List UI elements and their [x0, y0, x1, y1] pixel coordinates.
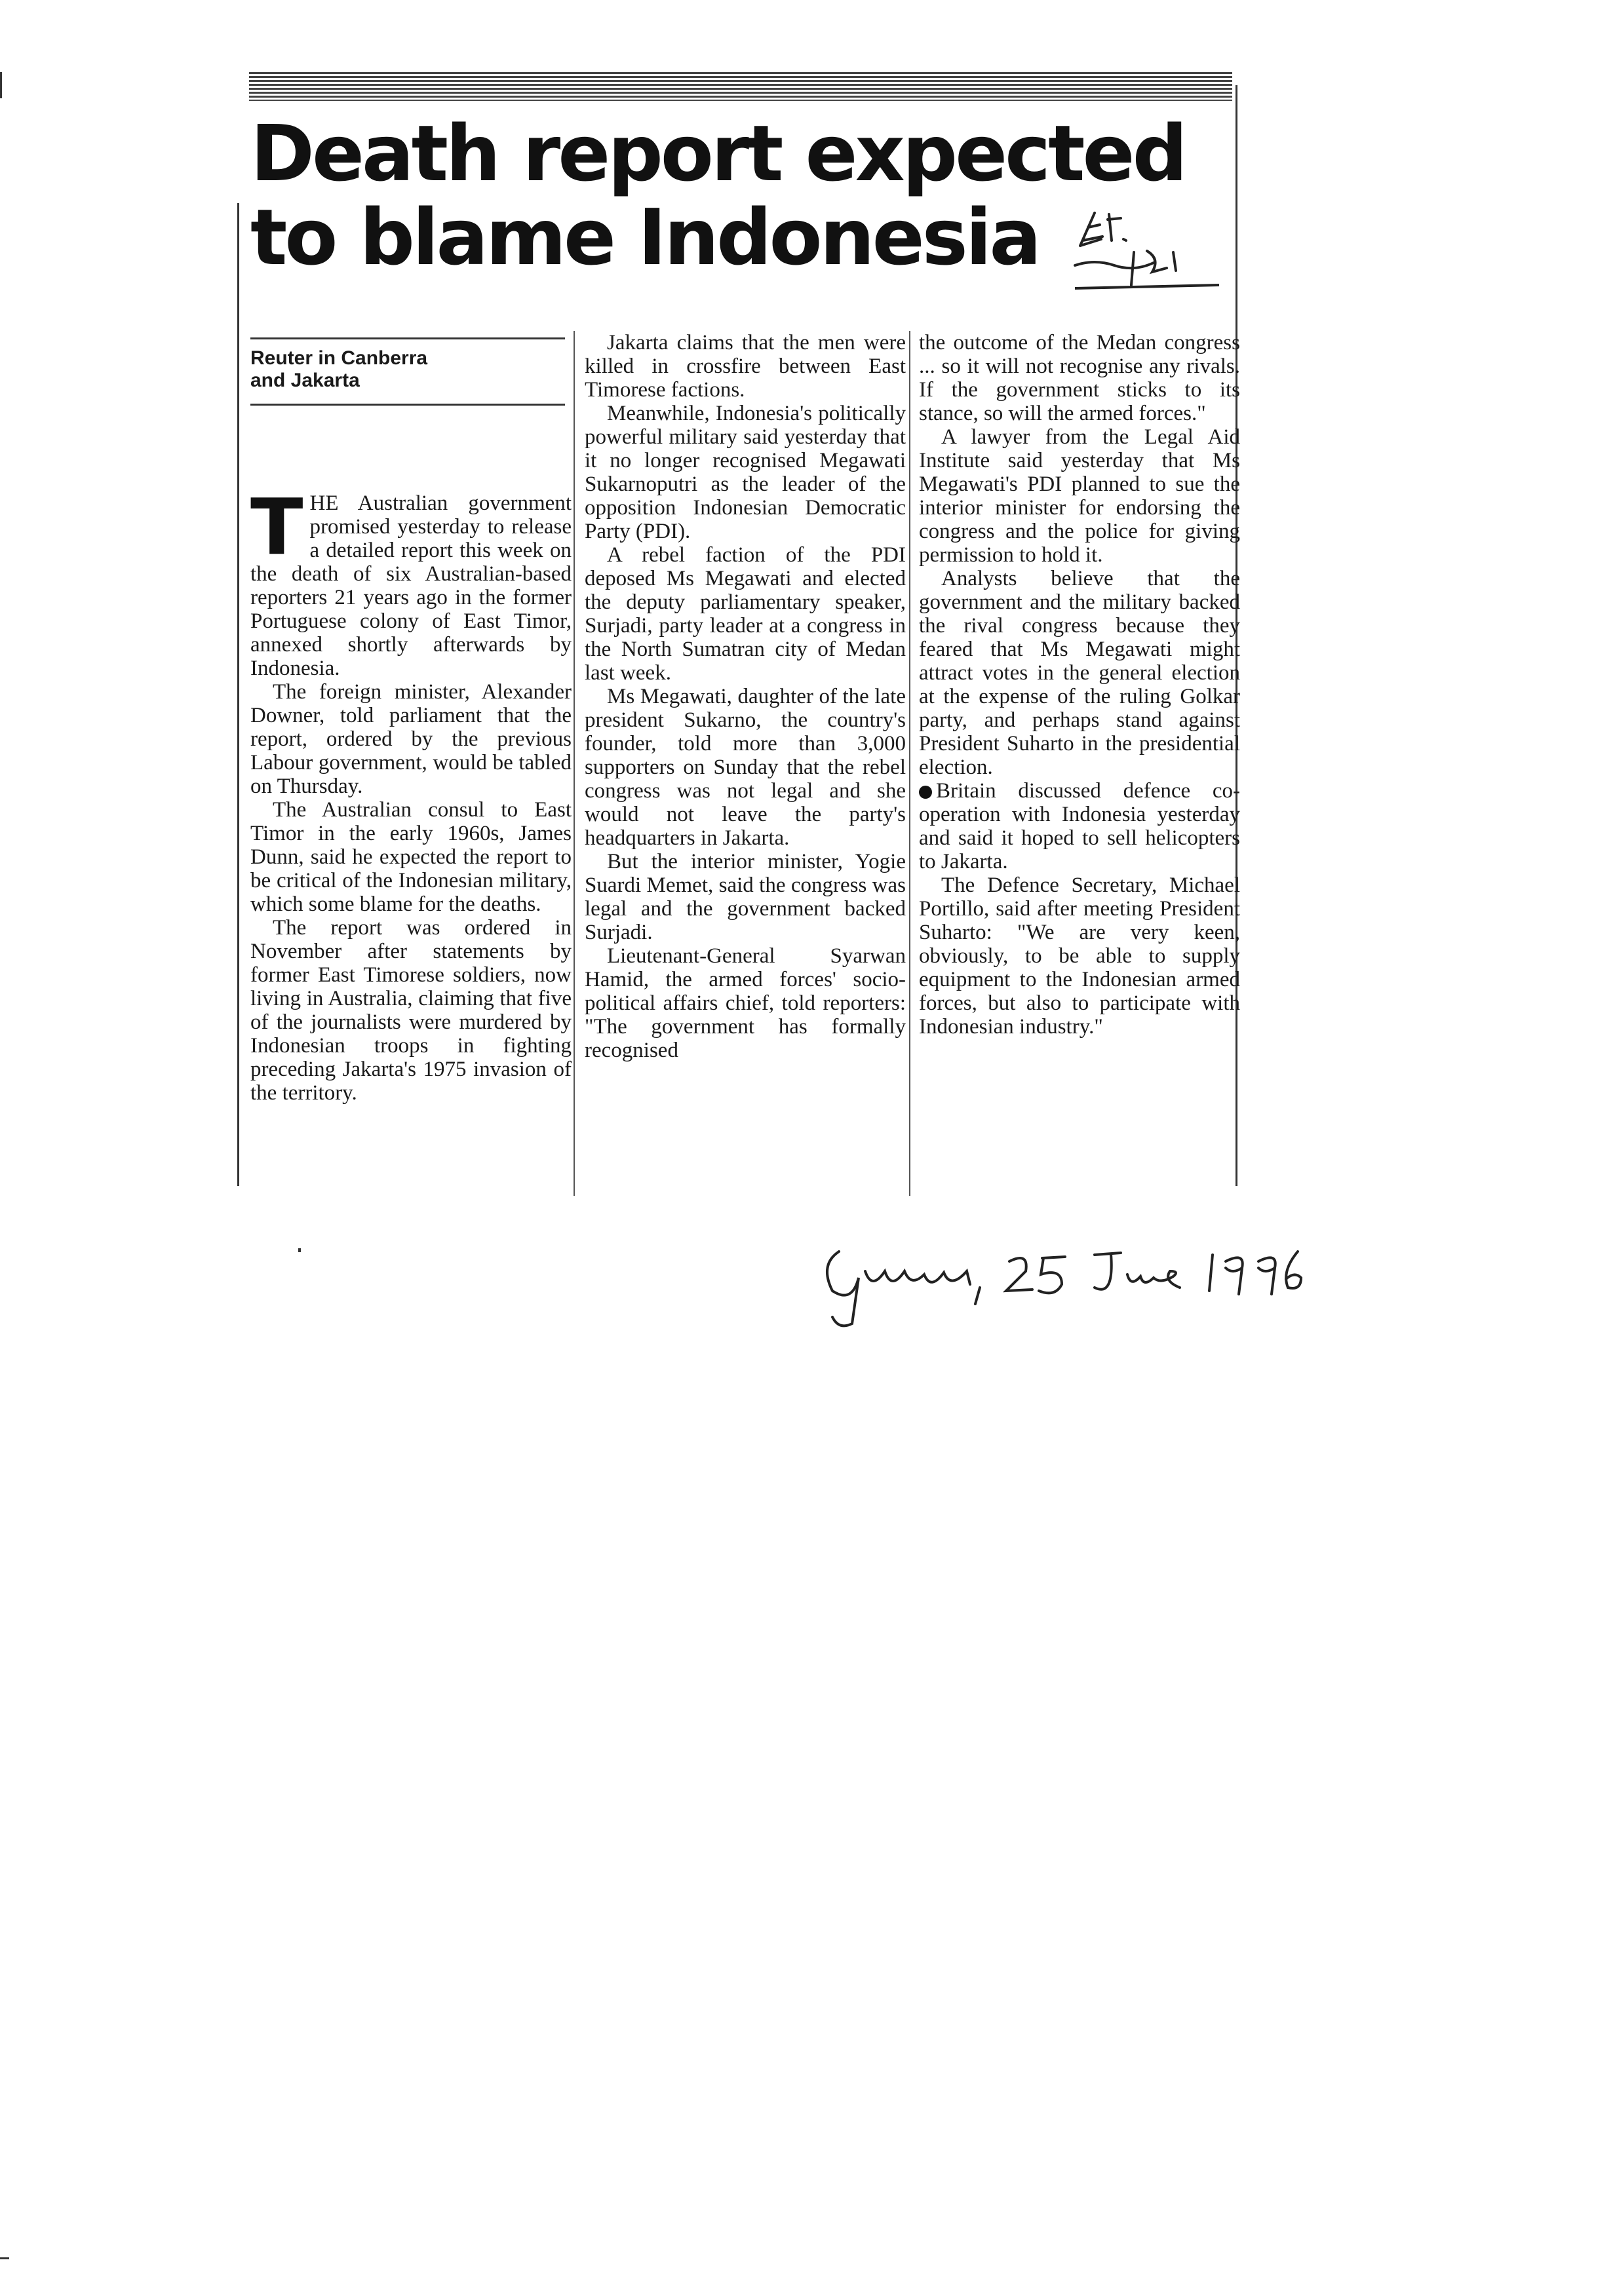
- bullet-icon: [919, 786, 932, 799]
- paragraph: the outcome of the Medan congress ... so it will not recognise any rivals. If the government sticks to its stance, so will the armed forces.": [919, 331, 1240, 425]
- paragraph: Lieutenant-General Syarwan Hamid, the armed forces' socio-political affairs chief, told reporters: "The government has formally recognised: [585, 944, 906, 1062]
- paragraph: Analysts believe that the government and the military backed the rival congress because they feared that Ms Megawati might attract votes in the general election at the expense of the ruling Golkar party, and perhaps stand against President Suharto in the presidential election.: [919, 567, 1240, 779]
- headline-line-2: to blame Indonesia: [250, 192, 1039, 282]
- scan-speck: [298, 1248, 301, 1252]
- paragraph: The foreign minister, Alexander Downer, told parliament that the report, ordered by the previous Labour government, would be tabled on Thursday.: [250, 680, 572, 798]
- paragraph: [919, 779, 1240, 873]
- handwritten-source-note: [813, 1225, 1311, 1330]
- byline: [250, 337, 565, 406]
- column-rule-2: [909, 331, 910, 1196]
- article-column-2: [585, 331, 906, 1062]
- newspaper-clipping: [236, 72, 1245, 1120]
- column-rule-1: [574, 331, 575, 1196]
- paragraph: Ms Megawati, daughter of the late president Sukarno, the country's founder, told more than 3,000 supporters on Sunday that the rebel congress was not legal and she would not leave the party's headquarters in Jakarta.: [585, 685, 906, 850]
- byline-line-2: and Jakarta: [250, 370, 360, 391]
- paragraph: The Defence Secretary, Michael Portillo, said after meeting President Suharto: "We are very keen, obviously, to be able to supply equipment to the Indonesian armed forces, but also to participate with Indonesian industry.": [919, 873, 1240, 1039]
- masthead-rule: [249, 72, 1232, 101]
- article-column-1: [250, 482, 572, 1105]
- margin-note-handwriting: [1068, 200, 1226, 298]
- paragraph-text: HE Australian government promised yesterday to release a detailed report this week on the death of six Australian-based reporters 21 years ago in the former Portuguese colony of East Timor, annexed shortly afterwards by Indonesia.: [250, 491, 572, 680]
- paragraph: Meanwhile, Indonesia's politically powerful military said yesterday that it no longer recognised Megawati Sukarnoputri as the leader of the opposition Indonesian Democratic Party (PDI).: [585, 402, 906, 543]
- paragraph: Jakarta claims that the men were killed in crossfire between East Timorese factions.: [585, 331, 906, 402]
- paragraph: The report was ordered in November after statements by former East Timorese soldiers, now living in Australia, claiming that five of the journalists were murdered by Indonesian troops in fighting preceding Jakarta's 1975 invasion of the territory.: [250, 916, 572, 1105]
- paragraph: A rebel faction of the PDI deposed Ms Megawati and elected the deputy parliamentary speaker, Surjadi, party leader at a congress in the North Sumatran city of Medan last week.: [585, 543, 906, 685]
- left-margin-rule: [237, 203, 239, 1186]
- paragraph-text: Britain discussed defence co-operation with Indonesia yesterday and said it hoped to sell helicopters to Jakarta.: [919, 779, 1240, 873]
- paragraph: [250, 482, 572, 680]
- article-column-3: [919, 331, 1240, 1039]
- scan-mark: [0, 2257, 9, 2259]
- paragraph: A lawyer from the Legal Aid Institute said yesterday that Ms Megawati's PDI planned to sue the interior minister for endorsing the congress and the police for giving permission to hold it.: [919, 425, 1240, 567]
- scan-mark: [0, 72, 2, 98]
- paragraph: But the interior minister, Yogie Suardi Memet, said the congress was legal and the government backed Surjadi.: [585, 850, 906, 944]
- headline-line-1: Death report expected: [250, 108, 1186, 199]
- byline-line-1: Reuter in Canberra: [250, 347, 428, 369]
- paragraph: The Australian consul to East Timor in the early 1960s, James Dunn, said he expected the report to be critical of the Indonesian military, which some blame for the deaths.: [250, 798, 572, 916]
- dropcap: T: [250, 482, 303, 572]
